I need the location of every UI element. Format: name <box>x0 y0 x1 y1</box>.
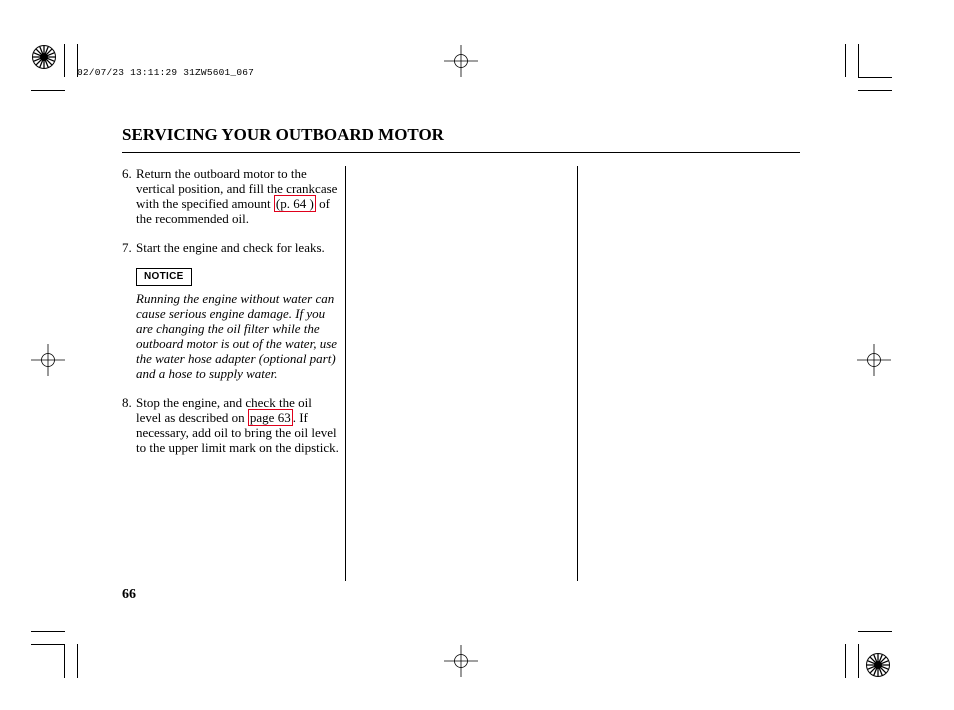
notice-text: Running the engine without water can cause serious engine damage. If you are changing the oil filter while the outboard motor is out of the water, use the water hose adapter (optional part) and a hose to supply water. <box>136 291 338 381</box>
page-title: SERVICING YOUR OUTBOARD MOTOR <box>122 125 444 144</box>
step-number: 7. <box>122 240 132 255</box>
step-text: . If necessary, add oil to bring the oil level to the upper limit mark on the dipstick. <box>136 410 339 455</box>
step-item <box>122 240 340 255</box>
page-reference-link[interactable]: (p. 64 ) <box>275 196 314 211</box>
column-divider-right <box>577 166 578 581</box>
step-number: 8. <box>122 395 132 410</box>
step-text: Return the outboard motor to the vertical position, and fill the crankcase with the specified amount <box>136 166 338 211</box>
page-reference-link[interactable]: page 63 <box>249 410 291 425</box>
registration-crosshair-right-icon <box>857 344 891 376</box>
step-item <box>122 395 340 455</box>
registration-crosshair-bottom-icon <box>444 645 478 677</box>
starburst-target-top-left-icon <box>31 44 57 70</box>
step-text: Start the engine and check for leaks. <box>136 240 325 255</box>
print-timestamp: 02/07/23 13:11:29 31ZW5601_067 <box>77 67 255 78</box>
registration-crosshair-left-icon <box>31 344 65 376</box>
title-divider <box>122 152 800 153</box>
notice-label: NOTICE <box>136 268 192 286</box>
step-number: 6. <box>122 166 132 181</box>
notice-block <box>122 267 340 381</box>
content-column <box>122 166 340 455</box>
starburst-target-bottom-right-icon <box>865 652 891 678</box>
step-item <box>122 166 340 226</box>
column-divider-left <box>345 166 346 581</box>
page-number: 66 <box>122 587 136 602</box>
step-text: Stop the engine, and check the oil level as described on <box>136 395 312 425</box>
step-text: of the recommended oil. <box>136 196 330 226</box>
registration-crosshair-top-icon <box>444 45 478 77</box>
